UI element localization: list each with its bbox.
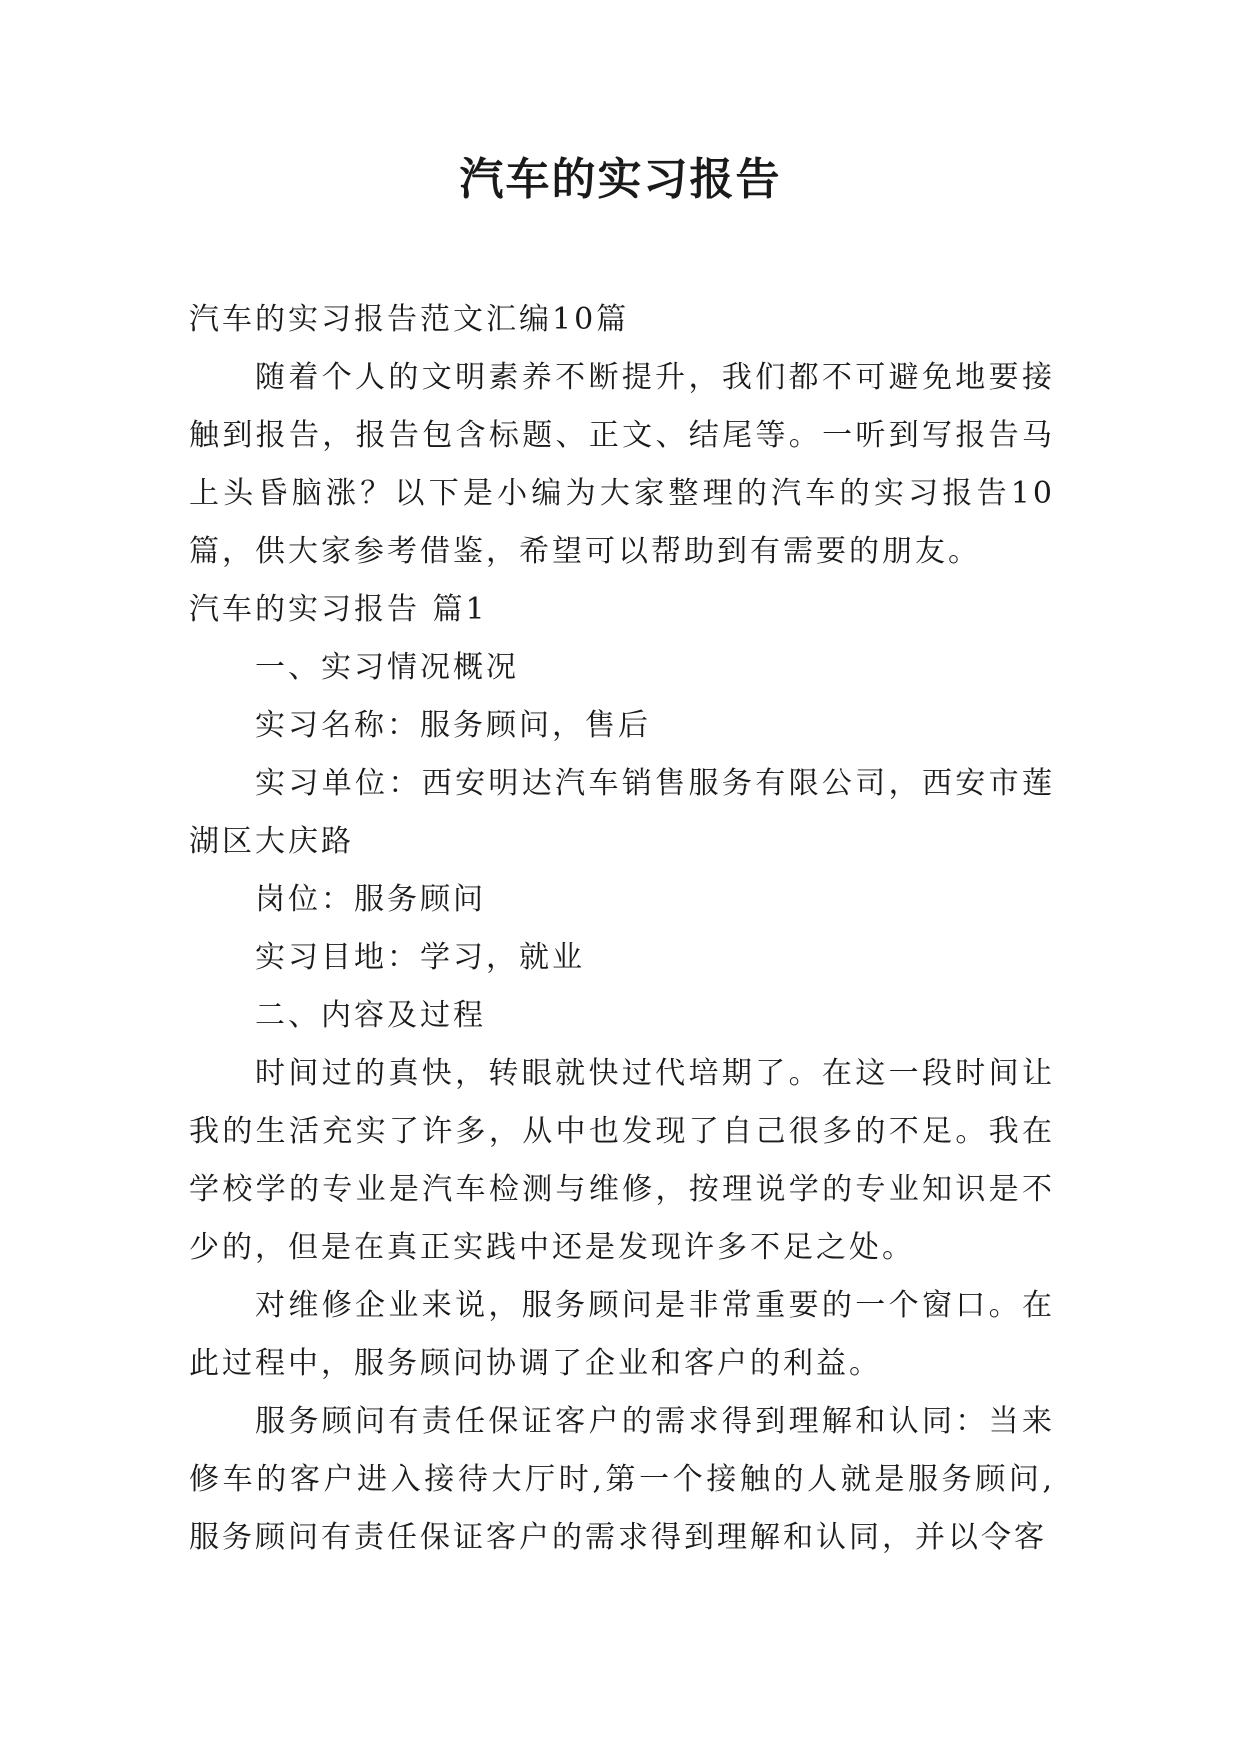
body-paragraph: 二、内容及过程 [255, 998, 486, 1033]
document-title: 汽车的实习报告 [459, 154, 782, 205]
body-paragraph: 岗位：服务顾问 [255, 882, 486, 917]
body-paragraph: 时间过的真快，转眼就快过代培期了。在这一段时间让我的生活充实了许多，从中也发现了自己很多的不足。我在学校学的专业是汽车检测与维修，按理说学的专业知识是不少的，但是在真正实践中还是发现许多不足之处。 [189, 1056, 1055, 1265]
body-paragraph: 对维修企业来说，服务顾问是非常重要的一个窗口。在此过程中，服务顾问协调了企业和客户的利益。 [189, 1288, 1055, 1381]
document-body [189, 291, 1055, 1567]
section-heading: 汽车的实习报告 篇1 [189, 592, 488, 627]
intro-paragraph: 随着个人的文明素养不断提升，我们都不可避免地要接触到报告，报告包含标题、正文、结尾等。一听到写报告马上头昏脑涨？以下是小编为大家整理的汽车的实习报告10篇，供大家参考借鉴，希望可以帮助到有需要的朋友。 [189, 360, 1055, 569]
body-paragraph: 服务顾问有责任保证客户的需求得到理解和认同：当来修车的客户进入接待大厅时,第一个接触的人就是服务顾问,服务顾问有责任保证客户的需求得到理解和认同，并以令客 [189, 1404, 1055, 1555]
body-paragraph: 实习单位：西安明达汽车销售服务有限公司，西安市莲湖区大庆路 [189, 766, 1055, 859]
body-paragraph: 实习名称：服务顾问，售后 [255, 708, 651, 743]
body-paragraph: 实习目地：学习，就业 [255, 940, 585, 975]
body-paragraph: 一、实习情况概况 [255, 650, 519, 685]
document-subtitle: 汽车的实习报告范文汇编10篇 [189, 302, 630, 337]
